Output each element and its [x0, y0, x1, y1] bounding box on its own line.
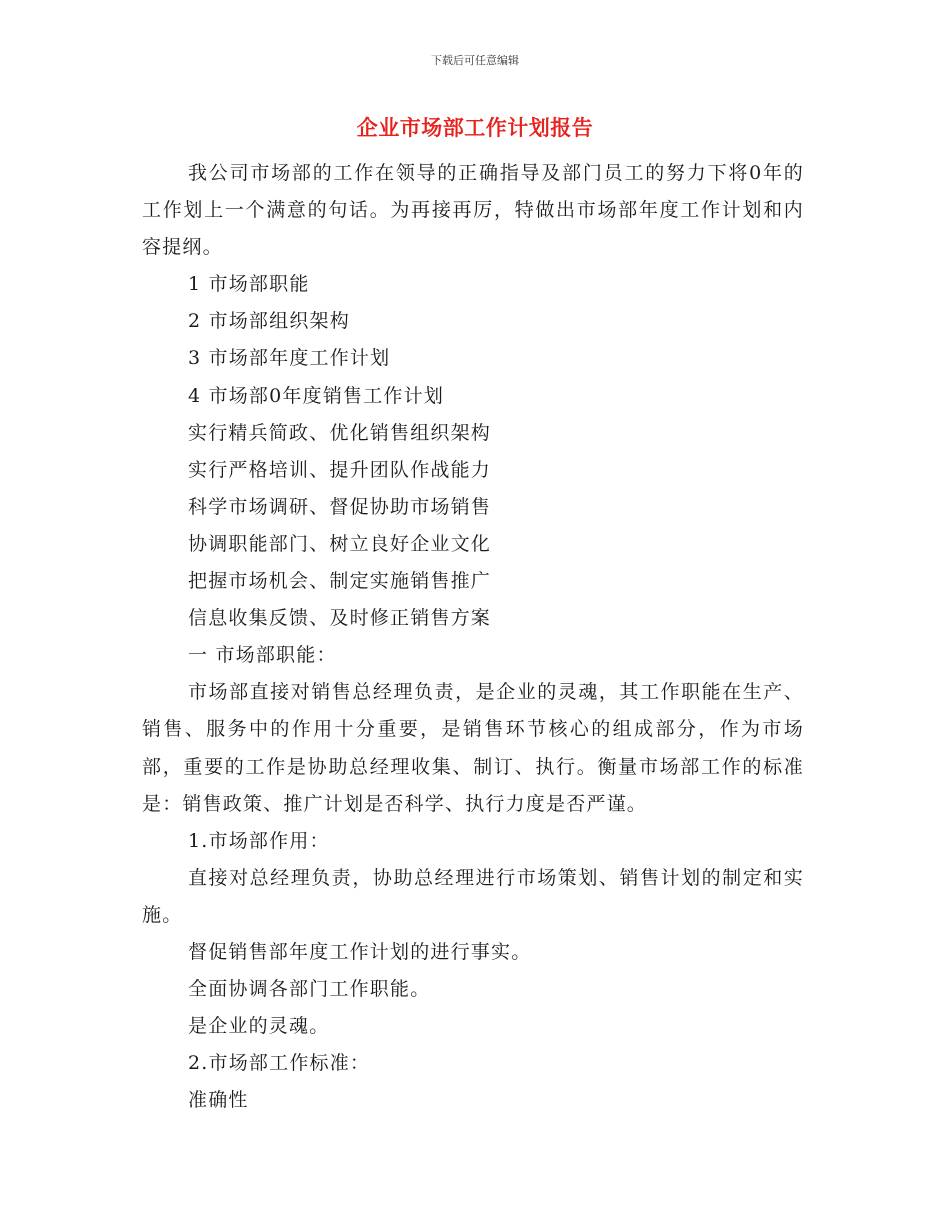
paragraph: 准确性 [188, 1089, 249, 1112]
paragraph: 1.市场部作用： [188, 829, 330, 852]
paragraph: 实行精兵简政、优化销售组织架构 [188, 421, 492, 444]
paragraph: 信息收集反馈、及时修正销售方案 [188, 607, 492, 630]
paragraph: 科学市场调研、督促协助市场销售 [188, 495, 492, 518]
paragraph: 把握市场机会、制定实施销售推广 [188, 570, 492, 593]
paragraph: 2 市场部组织架构 [188, 310, 350, 333]
paragraph: 是企业的灵魂。 [188, 1015, 330, 1038]
paragraph: 督促销售部年度工作计划的进行事实。 [188, 940, 532, 963]
paragraph: 一 市场部职能： [188, 644, 337, 667]
paragraph: 全面协调各部门工作职能。 [188, 978, 431, 1001]
paragraph: 实行严格培训、提升团队作战能力 [188, 458, 492, 481]
paragraph: 4 市场部0年度销售工作计划 [188, 384, 445, 407]
paragraph: 我公司市场部的工作在领导的正确指导及部门员工的努力下将0年的工作划上一个满意的句话。为再接再厉，特做出市场部年度工作计划和内容提纲。 [142, 162, 804, 259]
paragraph: 1 市场部职能 [188, 273, 310, 296]
paragraph: 2.市场部工作标准： [188, 1052, 371, 1075]
paragraph: 直接对总经理负责，协助总经理进行市场策划、销售计划的制定和实施。 [142, 866, 804, 926]
paragraph: 协调职能部门、树立良好企业文化 [188, 532, 492, 555]
paragraph: 3 市场部年度工作计划 [188, 347, 391, 370]
header-note: 下载后可任意编辑 [431, 54, 519, 67]
document-title: 企业市场部工作计划报告 [356, 116, 594, 140]
paragraph: 市场部直接对销售总经理负责，是企业的灵魂，其工作职能在生产、销售、服务中的作用十分重要，是销售环节核心的组成部分，作为市场部，重要的工作是协助总经理收集、制订、执行。衡量市场部工作的标准是：销售政策、推广计划是否科学、执行力度是否严谨。 [142, 681, 804, 815]
document-body [142, 155, 804, 1119]
